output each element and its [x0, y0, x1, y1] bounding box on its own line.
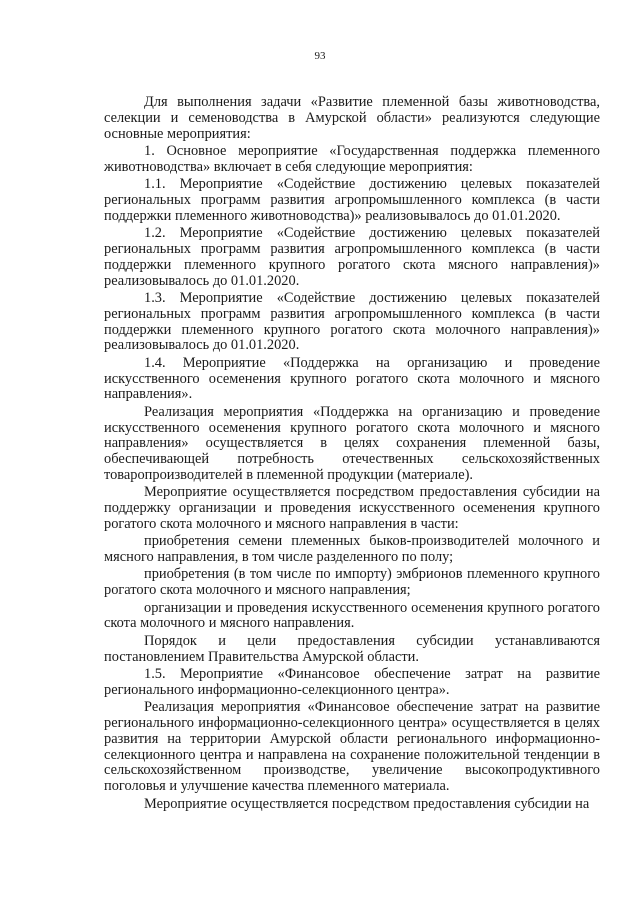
page-number: 93 [314, 50, 326, 62]
paragraph-list-item-embryos: приобретения (в том числе по импорту) эмбрионов племенного крупного рогатого скота молочного и мясного направления; [104, 566, 600, 599]
paragraph-subsidy-1-4: Мероприятие осуществляется посредством предоставления субсидии на поддержку организации и проведения искусственного осеменения крупного рогатого скота молочного и мясного направления в части: [104, 484, 600, 532]
paragraph-intro: Для выполнения задачи «Развитие племенной базы животноводства, селекции и семеноводства в Амурской области» реализуются следующие основные мероприятия: [104, 94, 600, 142]
paragraph-procedure: Порядок и цели предоставления субсидии устанавливаются постановлением Правительства Амурской области. [104, 632, 600, 665]
paragraph-implementation-1-4: Реализация мероприятия «Поддержка на организацию и проведение искусственного осеменения крупного рогатого скота молочного и мясного направления» осуществляется в целях сохранения племенной базы, обеспечивающей потребность отечественных сельскохозяйственных товаропроизводителей в племенной продукции (материале). [104, 403, 600, 483]
paragraph-measure-1-1: 1.1. Мероприятие «Содействие достижению целевых показателей региональных программ развития агропромышленного комплекса (в части поддержки племенного животноводства)» реализовывалось до 01.01.2020. [104, 176, 600, 224]
paragraph-list-item-semen: приобретения семени племенных быков-производителей молочного и мясного направления, в том числе разделенного по полу; [104, 533, 600, 566]
paragraph-measure-1-5: 1.5. Мероприятие «Финансовое обеспечение затрат на развитие регионального информационно-селекционного центра». [104, 666, 600, 698]
paragraph-measure-1-4: 1.4. Мероприятие «Поддержка на организацию и проведение искусственного осеменения крупного рогатого скота молочного и мясного направления». [104, 354, 600, 403]
paragraph-implementation-1-5: Реализация мероприятия «Финансовое обеспечение затрат на развитие регионального информационно-селекционного центра» осуществляется в целях развития на территории Амурской области регионального информационно-селекционного центра и направлена на сохранение положительной тенденции в сельскохозяйственном производстве, увеличение высокопродуктивного поголовья и улучшение качества племенного материала. [104, 699, 600, 795]
document-body [104, 95, 600, 814]
paragraph-measure-1-3: 1.3. Мероприятие «Содействие достижению целевых показателей региональных программ развития агропромышленного комплекса (в части поддержки племенного крупного рогатого скота молочного направления)» реализовывалось до 01.01.2020. [104, 289, 600, 354]
paragraph-subsidy-1-5: Мероприятие осуществляется посредством предоставления субсидии на [144, 795, 590, 812]
paragraph-measure-1-2: 1.2. Мероприятие «Содействие достижению целевых показателей региональных программ развития агропромышленного комплекса (в части поддержки племенного крупного рогатого скота мясного направления)» реализовывалось до 01.01.2020. [104, 225, 600, 289]
paragraph-list-item-insemination: организации и проведения искусственного осеменения крупного рогатого скота молочного и мясного направления. [104, 599, 600, 632]
paragraph-main-measure-1: 1. Основное мероприятие «Государственная поддержка племенного животноводства» включает в себя следующие мероприятия: [104, 142, 600, 175]
